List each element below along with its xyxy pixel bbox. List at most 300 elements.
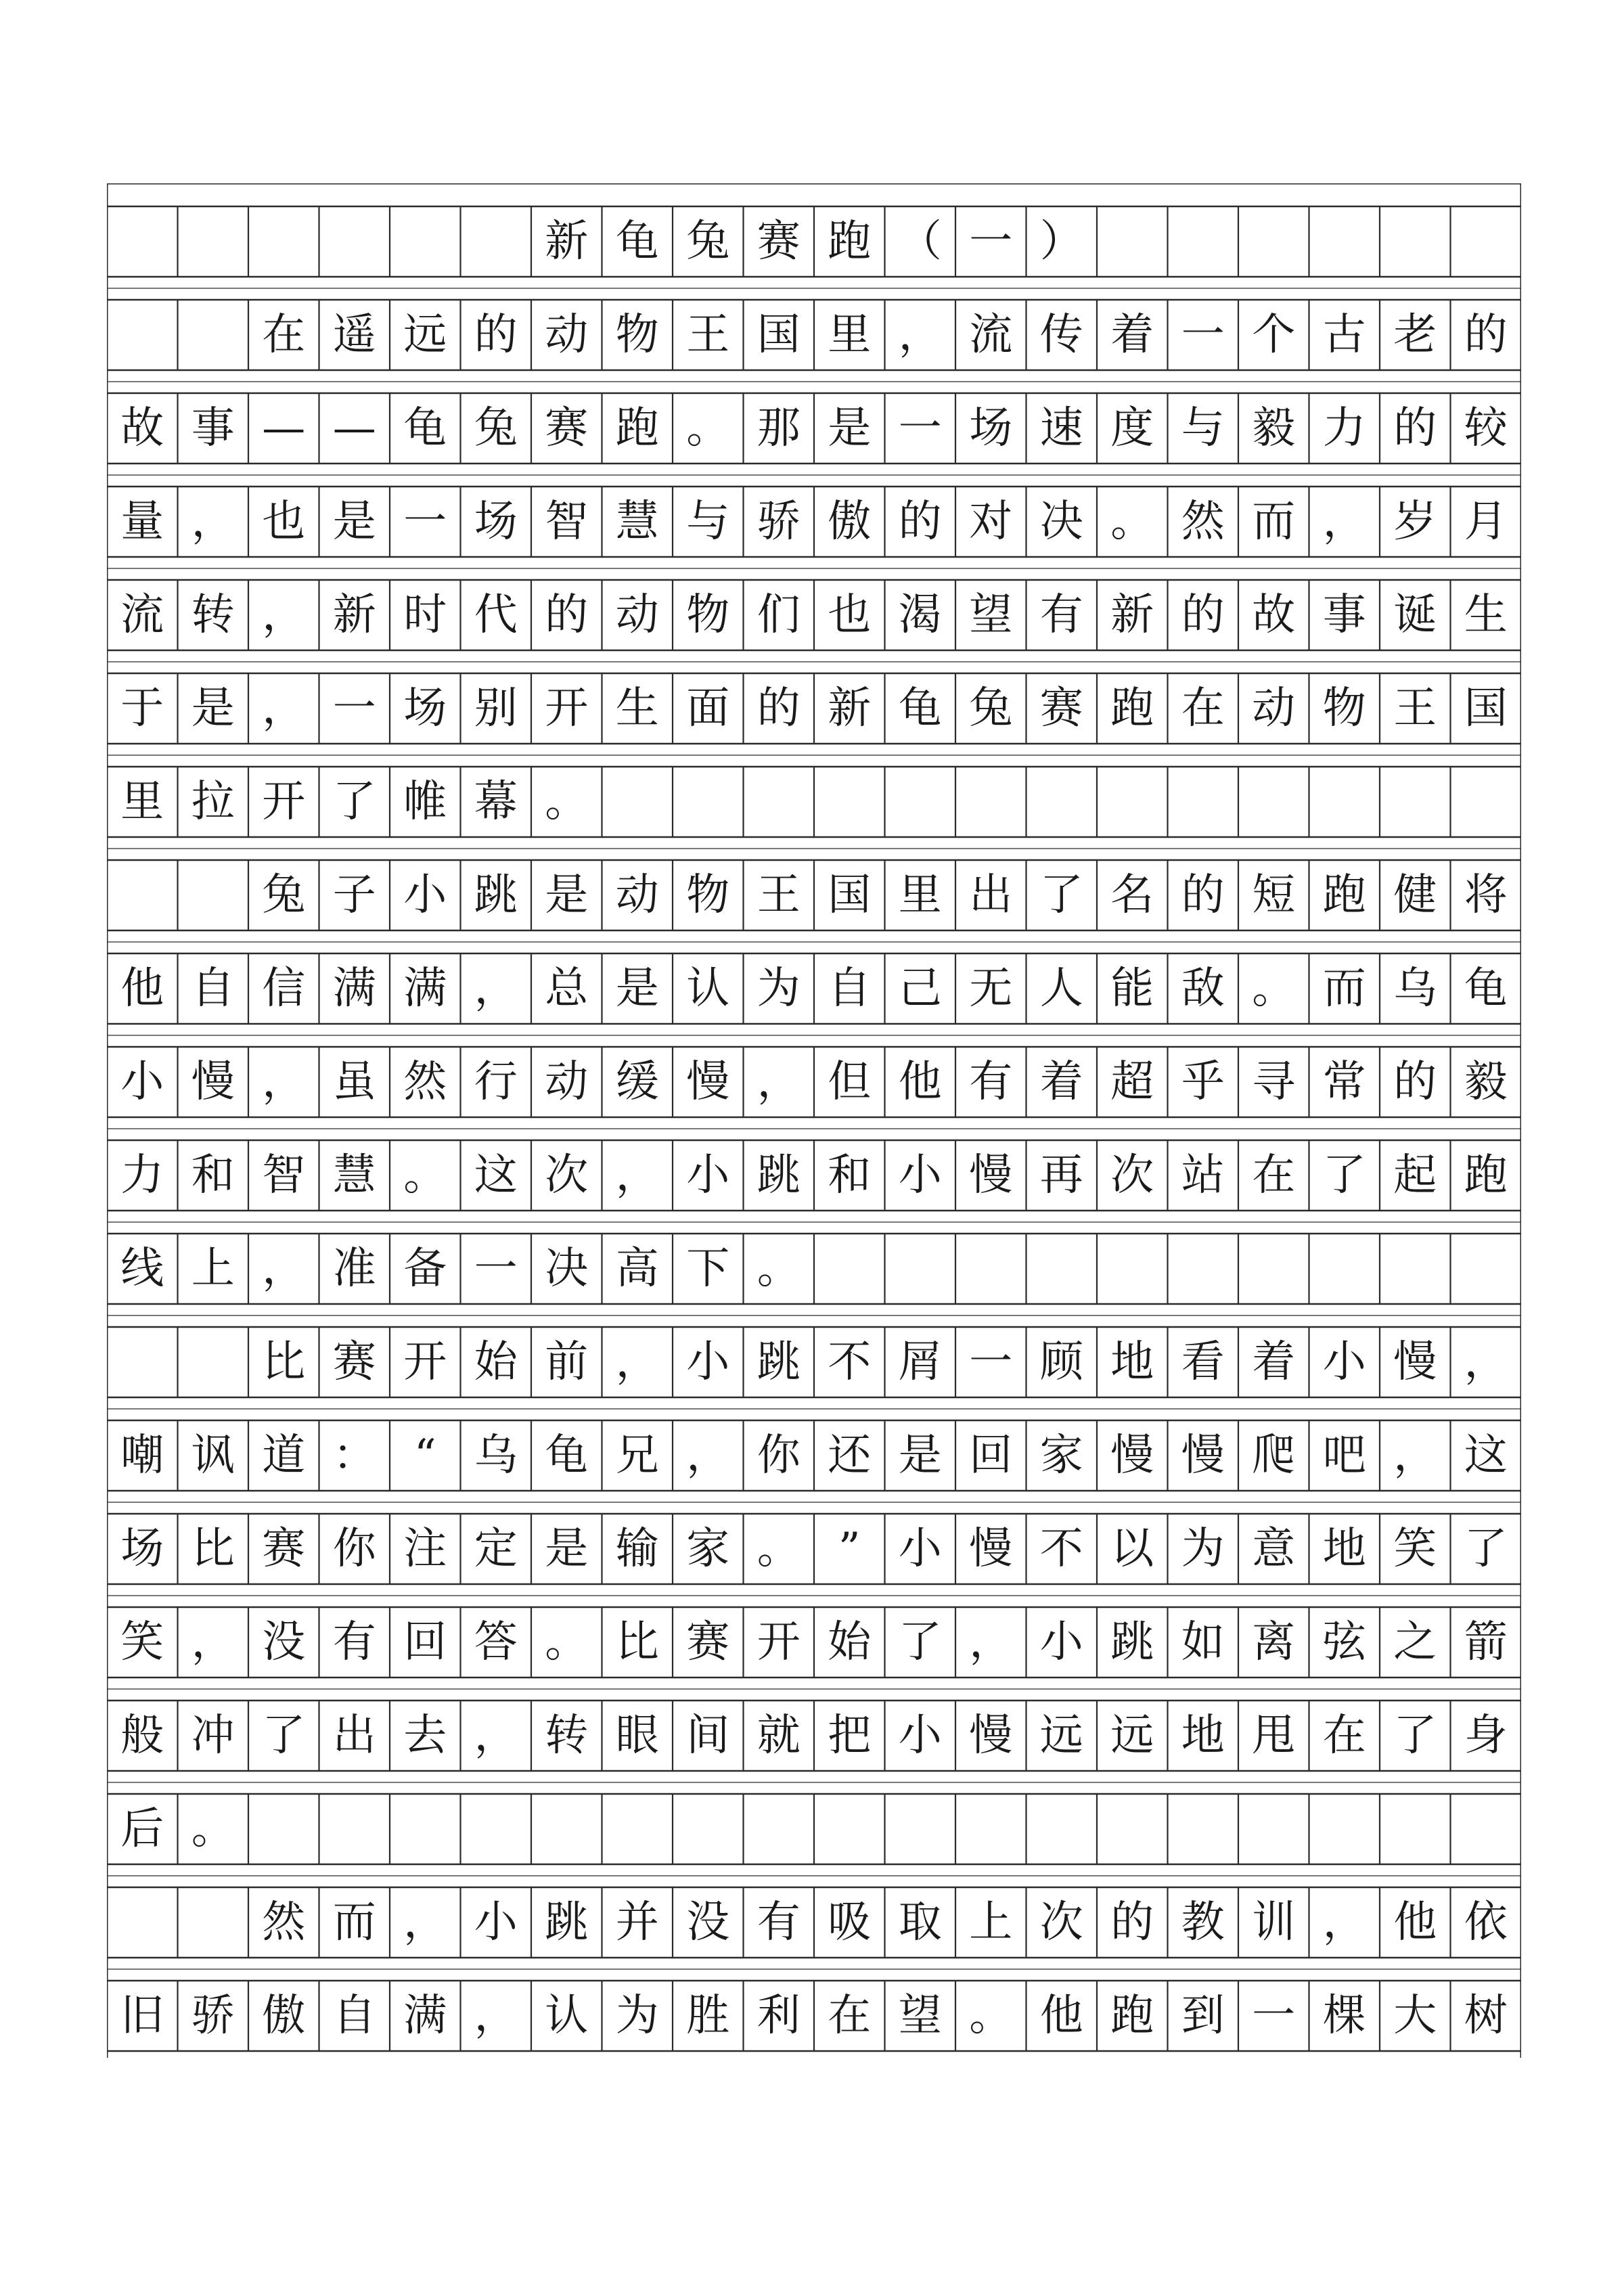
grid-cell: 也 xyxy=(828,590,872,640)
grid-cell: 比 xyxy=(262,1337,306,1387)
grid-cell: 了 xyxy=(332,777,376,827)
grid-cell: 比 xyxy=(191,1524,235,1574)
grid-cell: 帷 xyxy=(403,777,447,827)
grid-cell: 决 xyxy=(545,1244,589,1294)
grid-cell: 自 xyxy=(332,1991,376,2041)
grid-cell xyxy=(1309,1234,1380,1304)
grid-cell: 国 xyxy=(828,870,872,920)
grid-cell: 跑 xyxy=(1110,683,1154,734)
grid-cell: 转 xyxy=(191,590,235,640)
grid-cell: 了 xyxy=(1322,1150,1366,1200)
grid-cell: 场 xyxy=(120,1524,164,1574)
grid-cell: 依 xyxy=(1464,1897,1508,1948)
grid-cell: 将 xyxy=(1464,870,1508,920)
text-row xyxy=(107,393,1521,464)
grid-cell: 的 xyxy=(757,683,800,734)
grid-cell xyxy=(461,206,532,277)
grid-cell: — xyxy=(332,403,376,453)
grid-cell: 骄 xyxy=(757,497,800,547)
grid-cell: 着 xyxy=(1252,1337,1296,1387)
grid-cell: 场 xyxy=(474,497,518,547)
grid-cell: 龟 xyxy=(1464,964,1508,1014)
grid-cell: 转 xyxy=(545,1711,589,1761)
grid-cell: 兔 xyxy=(474,403,518,453)
text-row xyxy=(107,1234,1521,1304)
grid-cell: 毅 xyxy=(1464,1057,1508,1107)
grid-cell: 毅 xyxy=(1252,403,1296,453)
grid-cell: 决 xyxy=(1039,497,1083,547)
grid-cell: 为 xyxy=(615,1991,659,2041)
grid-cell: 。 xyxy=(545,777,589,827)
title-row xyxy=(107,206,1521,277)
grid-cell: 月 xyxy=(1464,497,1508,547)
grid-cell: 赛 xyxy=(545,403,589,453)
grid-cell: 去 xyxy=(403,1711,447,1761)
grid-cell: 骄 xyxy=(191,1991,235,2041)
grid-cell: 小 xyxy=(474,1897,518,1948)
grid-cell: 的 xyxy=(1393,403,1437,453)
grid-cell: 下 xyxy=(686,1244,730,1294)
grid-cell: 小 xyxy=(898,1524,942,1574)
grid-cell: 屑 xyxy=(898,1337,942,1387)
grid-cell: 的 xyxy=(898,497,942,547)
grid-cell: 跑 xyxy=(1110,1991,1154,2041)
grid-cell: 意 xyxy=(1252,1524,1296,1574)
grid-cell: 。 xyxy=(757,1244,800,1294)
grid-cell: 开 xyxy=(262,777,306,827)
grid-cell: 跑 xyxy=(1322,870,1366,920)
grid-cell: 树 xyxy=(1464,1991,1508,2041)
grid-cell: 跑 xyxy=(1464,1150,1508,1200)
grid-cell: 寻 xyxy=(1252,1057,1296,1107)
grid-cell: 力 xyxy=(1322,403,1366,453)
grid-cell: ， xyxy=(898,310,942,360)
grid-cell: 一 xyxy=(332,683,376,734)
grid-cell xyxy=(107,1327,178,1397)
grid-cell: 棵 xyxy=(1322,1991,1366,2041)
grid-cell: 国 xyxy=(1464,683,1508,734)
grid-cell: 出 xyxy=(332,1711,376,1761)
grid-cell: 之 xyxy=(1393,1617,1437,1667)
grid-cell: 然 xyxy=(403,1057,447,1107)
grid-cell: 远 xyxy=(1110,1711,1154,1761)
grid-cell: ” xyxy=(838,1524,861,1574)
grid-cell: 后 xyxy=(120,1804,164,1854)
grid-cell: 是 xyxy=(332,497,376,547)
grid-cell: 满 xyxy=(403,964,447,1014)
grid-cell: 兔 xyxy=(969,683,1013,734)
grid-cell: 始 xyxy=(474,1337,518,1387)
grid-cell: 把 xyxy=(828,1711,872,1761)
grid-cell xyxy=(1027,767,1098,837)
grid-cell: 总 xyxy=(545,964,589,1014)
grid-cell: 一 xyxy=(403,497,447,547)
grid-cell: 胜 xyxy=(686,1991,730,2041)
grid-cell: 。 xyxy=(403,1150,447,1200)
grid-cell: 慢 xyxy=(1181,1431,1225,1481)
grid-cell: 跑 xyxy=(615,403,659,453)
grid-cell: 了 xyxy=(262,1711,306,1761)
grid-cell: 认 xyxy=(686,964,730,1014)
grid-cell: 幕 xyxy=(474,777,518,827)
grid-cell: 不 xyxy=(828,1337,872,1387)
grid-cell: 。 xyxy=(1252,964,1296,1014)
grid-cell xyxy=(1451,206,1522,277)
grid-cell: 没 xyxy=(686,1897,730,1948)
grid-cell: 较 xyxy=(1464,403,1508,453)
grid-cell: 新 xyxy=(545,217,589,267)
grid-cell: 然 xyxy=(1181,497,1225,547)
grid-cell: 了 xyxy=(1464,1524,1508,1574)
text-row xyxy=(107,1794,1521,1864)
grid-cell: 兔 xyxy=(686,217,730,267)
grid-cell: 在 xyxy=(1252,1150,1296,1200)
grid-cell: 笑 xyxy=(1393,1524,1437,1574)
grid-cell: 。 xyxy=(969,1991,1013,2041)
grid-cell: 有 xyxy=(1039,590,1083,640)
grid-cell xyxy=(885,767,956,837)
grid-cell: 次 xyxy=(1110,1150,1154,1200)
grid-cell: 旧 xyxy=(120,1991,164,2041)
grid-cell: 赛 xyxy=(262,1524,306,1574)
grid-cell: 于 xyxy=(120,683,164,734)
grid-cell xyxy=(248,1794,319,1864)
grid-cell: 里 xyxy=(898,870,942,920)
grid-cell: （ xyxy=(898,217,942,267)
grid-cell: 甩 xyxy=(1252,1711,1296,1761)
grid-cell: 度 xyxy=(1110,403,1154,453)
grid-cell: 望 xyxy=(898,1991,942,2041)
grid-cell: 速 xyxy=(1039,403,1083,453)
grid-cell: 回 xyxy=(969,1431,1013,1481)
grid-cell: ， xyxy=(615,1337,659,1387)
grid-cell: 没 xyxy=(262,1617,306,1667)
grid-cell: 地 xyxy=(1110,1337,1154,1387)
grid-cell: 注 xyxy=(403,1524,447,1574)
grid-cell: 跳 xyxy=(757,1337,800,1387)
grid-cell xyxy=(1097,206,1168,277)
grid-cell: 比 xyxy=(615,1617,659,1667)
grid-cell: 着 xyxy=(1039,1057,1083,1107)
grid-cell xyxy=(1451,767,1522,837)
text-row xyxy=(107,1981,1521,2051)
grid-cell xyxy=(1168,767,1239,837)
grid-cell: ， xyxy=(191,497,235,547)
grid-cell: 人 xyxy=(1039,964,1083,1014)
grid-cell: 离 xyxy=(1252,1617,1296,1667)
grid-cell xyxy=(885,1794,956,1864)
grid-cell: 弦 xyxy=(1322,1617,1366,1667)
grid-cell: 老 xyxy=(1393,310,1437,360)
grid-cell: 他 xyxy=(1393,1897,1437,1948)
grid-cell: 也 xyxy=(262,497,306,547)
grid-cell: 新 xyxy=(828,683,872,734)
grid-cell: ， xyxy=(1322,1897,1366,1948)
grid-cell: “ xyxy=(413,1431,436,1481)
grid-cell: 赛 xyxy=(686,1617,730,1667)
grid-cell: 般 xyxy=(120,1711,164,1761)
grid-cell: 时 xyxy=(403,590,447,640)
grid-cell: 对 xyxy=(969,497,1013,547)
grid-cell: 敌 xyxy=(1181,964,1225,1014)
grid-cell: 开 xyxy=(403,1337,447,1387)
grid-cell: 在 xyxy=(262,310,306,360)
grid-cell xyxy=(1168,1234,1239,1304)
grid-cell xyxy=(178,206,249,277)
grid-cell xyxy=(955,1794,1027,1864)
grid-cell xyxy=(319,1794,390,1864)
grid-cell: 物 xyxy=(686,870,730,920)
grid-cell xyxy=(1238,767,1309,837)
grid-cell: 诞 xyxy=(1393,590,1437,640)
grid-cell xyxy=(319,206,390,277)
grid-cell: 王 xyxy=(757,870,800,920)
grid-cell: 间 xyxy=(686,1711,730,1761)
grid-cell: 古 xyxy=(1322,310,1366,360)
grid-cell: 故 xyxy=(1252,590,1296,640)
grid-cell: 生 xyxy=(615,683,659,734)
grid-cell: 满 xyxy=(332,964,376,1014)
grid-cell: 场 xyxy=(969,403,1013,453)
grid-cell: 上 xyxy=(191,1244,235,1294)
grid-cell: 一 xyxy=(898,403,942,453)
grid-cell xyxy=(885,1234,956,1304)
grid-cell: 在 xyxy=(1322,1711,1366,1761)
grid-cell: ， xyxy=(474,964,518,1014)
grid-cell: 这 xyxy=(474,1150,518,1200)
grid-cell: 慢 xyxy=(1110,1431,1154,1481)
grid-cell: 的 xyxy=(474,310,518,360)
grid-cell: 小 xyxy=(1322,1337,1366,1387)
grid-cell: 。 xyxy=(191,1804,235,1854)
grid-cell: 是 xyxy=(191,683,235,734)
grid-cell: 了 xyxy=(1393,1711,1437,1761)
grid-cell: 在 xyxy=(828,1991,872,2041)
grid-cell: 王 xyxy=(686,310,730,360)
grid-cell: 。 xyxy=(545,1617,589,1667)
grid-cell xyxy=(1097,1794,1168,1864)
grid-cell xyxy=(744,767,815,837)
grid-cell: 傲 xyxy=(262,1991,306,2041)
grid-cell: 不 xyxy=(1039,1524,1083,1574)
grid-cell: 而 xyxy=(1252,497,1296,547)
grid-cell: 始 xyxy=(828,1617,872,1667)
grid-cell: 你 xyxy=(757,1431,800,1481)
grid-cell: 一 xyxy=(969,1337,1013,1387)
grid-cell: ， xyxy=(262,590,306,640)
grid-cell xyxy=(1238,1794,1309,1864)
text-row xyxy=(107,1607,1521,1678)
text-row xyxy=(107,767,1521,837)
grid-cell: 起 xyxy=(1393,1150,1437,1200)
grid-cell: 兄 xyxy=(615,1431,659,1481)
grid-cell: 兔 xyxy=(262,870,306,920)
grid-cell xyxy=(955,1234,1027,1304)
grid-cell: 吸 xyxy=(828,1897,872,1948)
grid-cell: 事 xyxy=(1322,590,1366,640)
grid-cell xyxy=(673,767,744,837)
grid-cell xyxy=(1451,1234,1522,1304)
grid-cell: 就 xyxy=(757,1711,800,1761)
text-row xyxy=(107,1047,1521,1117)
grid-cell: 智 xyxy=(262,1150,306,1200)
grid-cell: 然 xyxy=(262,1897,306,1948)
grid-cell: 与 xyxy=(686,497,730,547)
text-row xyxy=(107,1887,1521,1958)
grid-cell: 新 xyxy=(332,590,376,640)
grid-cell: 力 xyxy=(120,1150,164,1200)
grid-cell: 而 xyxy=(332,1897,376,1948)
grid-cell: 小 xyxy=(898,1150,942,1200)
grid-cell: 次 xyxy=(1039,1897,1083,1948)
grid-cell: 里 xyxy=(120,777,164,827)
grid-cell xyxy=(602,1794,673,1864)
grid-cell: 是 xyxy=(545,1524,589,1574)
grid-cell: 回 xyxy=(403,1617,447,1667)
grid-cell xyxy=(955,767,1027,837)
grid-cell: 里 xyxy=(828,310,872,360)
grid-cell: ： xyxy=(332,1431,376,1481)
text-row xyxy=(107,1701,1521,1771)
grid-cell: 动 xyxy=(615,590,659,640)
grid-cell xyxy=(1097,767,1168,837)
grid-cell: 笑 xyxy=(120,1617,164,1667)
grid-cell: 面 xyxy=(686,683,730,734)
grid-cell: 智 xyxy=(545,497,589,547)
grid-cell: 顾 xyxy=(1039,1337,1083,1387)
grid-cell: 赛 xyxy=(1039,683,1083,734)
grid-cell: 远 xyxy=(403,310,447,360)
grid-cell: 物 xyxy=(615,310,659,360)
grid-cell: 乌 xyxy=(1393,964,1437,1014)
grid-cell: 流 xyxy=(969,310,1013,360)
grid-cell: 慢 xyxy=(969,1711,1013,1761)
grid-cell: 家 xyxy=(686,1524,730,1574)
grid-cell xyxy=(814,1794,885,1864)
grid-cell xyxy=(1027,1794,1098,1864)
grid-cell: 。 xyxy=(686,403,730,453)
grid-cell: ， xyxy=(686,1431,730,1481)
grid-cell xyxy=(178,300,249,370)
grid-cell: 你 xyxy=(332,1524,376,1574)
grid-cell xyxy=(1451,1794,1522,1864)
grid-cell: ， xyxy=(615,1150,659,1200)
grid-cell: 他 xyxy=(1039,1991,1083,2041)
grid-cell: 道 xyxy=(262,1431,306,1481)
grid-cell: 己 xyxy=(898,964,942,1014)
grid-cell: 跳 xyxy=(757,1150,800,1200)
grid-cell: 教 xyxy=(1181,1897,1225,1948)
grid-cell: 答 xyxy=(474,1617,518,1667)
grid-cell: ， xyxy=(474,1711,518,1761)
grid-cell xyxy=(461,1794,532,1864)
grid-cell: 龟 xyxy=(615,217,659,267)
grid-cell: 慢 xyxy=(686,1057,730,1107)
grid-cell: 无 xyxy=(969,964,1013,1014)
grid-cell: 而 xyxy=(1322,964,1366,1014)
grid-cell: ， xyxy=(403,1897,447,1948)
grid-cell: 大 xyxy=(1393,1991,1437,2041)
grid-cell: ， xyxy=(474,1991,518,2041)
text-row xyxy=(107,580,1521,650)
grid-cell: 为 xyxy=(757,964,800,1014)
grid-cell: 跳 xyxy=(474,870,518,920)
grid-cell: 吧 xyxy=(1322,1431,1366,1481)
grid-cell: 有 xyxy=(969,1057,1013,1107)
grid-cell: 与 xyxy=(1181,403,1225,453)
grid-cell: 是 xyxy=(545,870,589,920)
grid-cell: 以 xyxy=(1110,1524,1154,1574)
grid-cell xyxy=(107,300,178,370)
grid-cell: 嘲 xyxy=(120,1431,164,1481)
grid-cell xyxy=(1380,1234,1451,1304)
text-row xyxy=(107,300,1521,370)
grid-cell: 但 xyxy=(828,1057,872,1107)
grid-cell: 的 xyxy=(1181,590,1225,640)
grid-cell: 那 xyxy=(757,403,800,453)
grid-cell: 站 xyxy=(1181,1150,1225,1200)
grid-cell: 流 xyxy=(120,590,164,640)
grid-cell: 小 xyxy=(120,1057,164,1107)
grid-cell: 动 xyxy=(545,1057,589,1107)
grid-cell: 准 xyxy=(332,1244,376,1294)
grid-cell: 小 xyxy=(403,870,447,920)
grid-cell: ， xyxy=(262,1244,306,1294)
grid-cell xyxy=(1309,1794,1380,1864)
grid-cell: 跳 xyxy=(1110,1617,1154,1667)
grid-cell: 量 xyxy=(120,497,164,547)
text-row xyxy=(107,1140,1521,1211)
grid-cell: 次 xyxy=(545,1150,589,1200)
grid-cell: 代 xyxy=(474,590,518,640)
grid-cell xyxy=(1027,1234,1098,1304)
grid-cell xyxy=(178,1327,249,1397)
grid-cell: 一 xyxy=(1252,1991,1296,2041)
grid-cell: 定 xyxy=(474,1524,518,1574)
grid-cell: 如 xyxy=(1181,1617,1225,1667)
grid-cell: 龟 xyxy=(545,1431,589,1481)
grid-cell: 子 xyxy=(332,870,376,920)
grid-cell: 他 xyxy=(898,1057,942,1107)
grid-cell: 身 xyxy=(1464,1711,1508,1761)
grid-cell: 常 xyxy=(1322,1057,1366,1107)
grid-cell: 生 xyxy=(1464,590,1508,640)
grid-cell: 物 xyxy=(686,590,730,640)
grid-cell xyxy=(1309,206,1380,277)
grid-cell: 冲 xyxy=(191,1711,235,1761)
grid-cell: 传 xyxy=(1039,310,1083,360)
grid-cell xyxy=(1309,767,1380,837)
grid-cell: 慢 xyxy=(969,1524,1013,1574)
grid-cell: 新 xyxy=(1110,590,1154,640)
grid-cell: 前 xyxy=(545,1337,589,1387)
grid-cell xyxy=(248,206,319,277)
grid-cell xyxy=(178,860,249,930)
grid-cell: 慢 xyxy=(969,1150,1013,1200)
grid-cell: 动 xyxy=(1252,683,1296,734)
grid-cell: 赛 xyxy=(757,217,800,267)
grid-cell: 慧 xyxy=(332,1150,376,1200)
grid-cell: 家 xyxy=(1039,1431,1083,1481)
grid-cell: 慧 xyxy=(615,497,659,547)
grid-cell: 慢 xyxy=(191,1057,235,1107)
grid-cell: ， xyxy=(262,683,306,734)
grid-cell: 开 xyxy=(545,683,589,734)
grid-cell: 的 xyxy=(1181,870,1225,920)
grid-cell: 的 xyxy=(1110,1897,1154,1948)
grid-cell: 短 xyxy=(1252,870,1296,920)
grid-cell: 王 xyxy=(1393,683,1437,734)
